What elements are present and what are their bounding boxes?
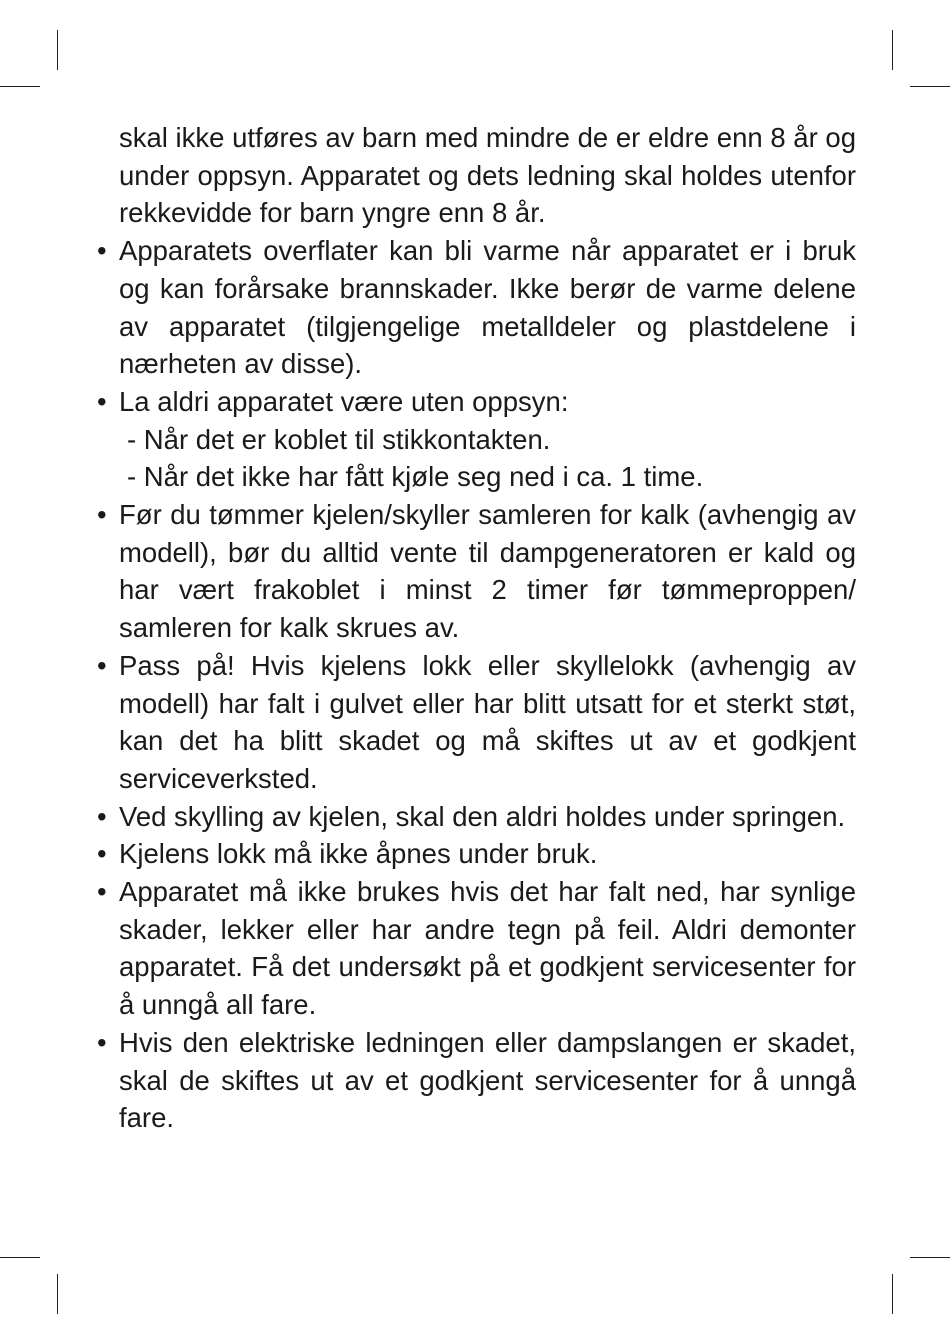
crop-mark-bottom-left-vertical — [57, 1274, 58, 1314]
list-item-lid-in-use — [90, 835, 856, 873]
crop-mark-bottom-right-vertical — [892, 1274, 893, 1314]
list-item-text: Pass på! Hvis kjelens lokk eller skyllelokk (avhengig av modell) har falt i gulvet eller har blitt utsatt for et sterkt støt, kan det ha blitt skadet og må skiftes ut av et godkjent serviceverksted. — [119, 649, 856, 794]
list-item-text: Hvis den elektriske ledningen eller dampslangen er skadet, skal de skiftes ut av et godkjent servicesenter for å unngå fare. — [119, 1026, 856, 1134]
list-item-damaged-lid — [90, 647, 856, 798]
crop-mark-bottom-right-horizontal — [910, 1257, 950, 1258]
list-item-text: Apparatet må ikke brukes hvis det har falt ned, har synlige skader, lekker eller har andre tegn på feil. Aldri demonter apparatet. Få det undersøkt på et godkjent servicesenter for å unngå all fare. — [119, 876, 856, 1021]
bullet-icon: • — [97, 385, 107, 417]
list-item-rinsing — [90, 798, 856, 836]
crop-mark-top-left-horizontal — [0, 86, 40, 87]
list-item-hot-surfaces — [90, 232, 856, 383]
list-item-emptying-boiler — [90, 496, 856, 647]
crop-mark-top-right-vertical — [892, 30, 893, 70]
list-item-text: La aldri apparatet være uten oppsyn: — [119, 385, 569, 417]
crop-mark-bottom-left-horizontal — [0, 1257, 40, 1258]
list-item-text: Apparatets overflater kan bli varme når apparatet er i bruk og kan forårsake brannskader. Ikke berør de varme delene av apparatet (tilgjengelige metalldeler og plastdelene i nærheten av disse). — [119, 235, 856, 380]
bullet-icon: • — [97, 800, 107, 832]
list-item-damaged-appliance — [90, 873, 856, 1024]
sub-item-plugged-in: - Når det er koblet til stikkontakten. — [127, 423, 551, 455]
crop-mark-top-right-horizontal — [910, 86, 950, 87]
list-item-text: Før du tømmer kjelen/skyller samleren for kalk (avhengig av modell), bør du alltid vente til dampgeneratoren er kald og har vært frakoblet i minst 2 timer før tømmeproppen/ samleren for kalk skrues av. — [119, 499, 856, 644]
list-item-never-unattended — [90, 383, 856, 421]
list-item-text: Ved skylling av kjelen, skal den aldri holdes under springen. — [119, 800, 846, 832]
bullet-icon: • — [97, 1026, 107, 1058]
bullet-icon: • — [97, 649, 107, 681]
crop-mark-top-left-vertical — [57, 30, 58, 70]
list-item-text: Kjelens lokk må ikke åpnes under bruk. — [119, 838, 598, 870]
bullet-icon: • — [97, 838, 107, 870]
bullet-icon: • — [97, 499, 107, 531]
intro-paragraph: skal ikke utføres av barn med mindre de er eldre enn 8 år og under oppsyn. Apparatet og dets ledning skal holdes utenfor rekkevidde for barn yngre enn 8 år. — [119, 122, 856, 229]
safety-instructions — [90, 119, 856, 1137]
bullet-icon: • — [97, 235, 107, 267]
list-item-damaged-cord — [90, 1024, 856, 1137]
bullet-icon: • — [97, 876, 107, 908]
sub-item-cooling: - Når det ikke har fått kjøle seg ned i ca. 1 time. — [127, 461, 704, 493]
